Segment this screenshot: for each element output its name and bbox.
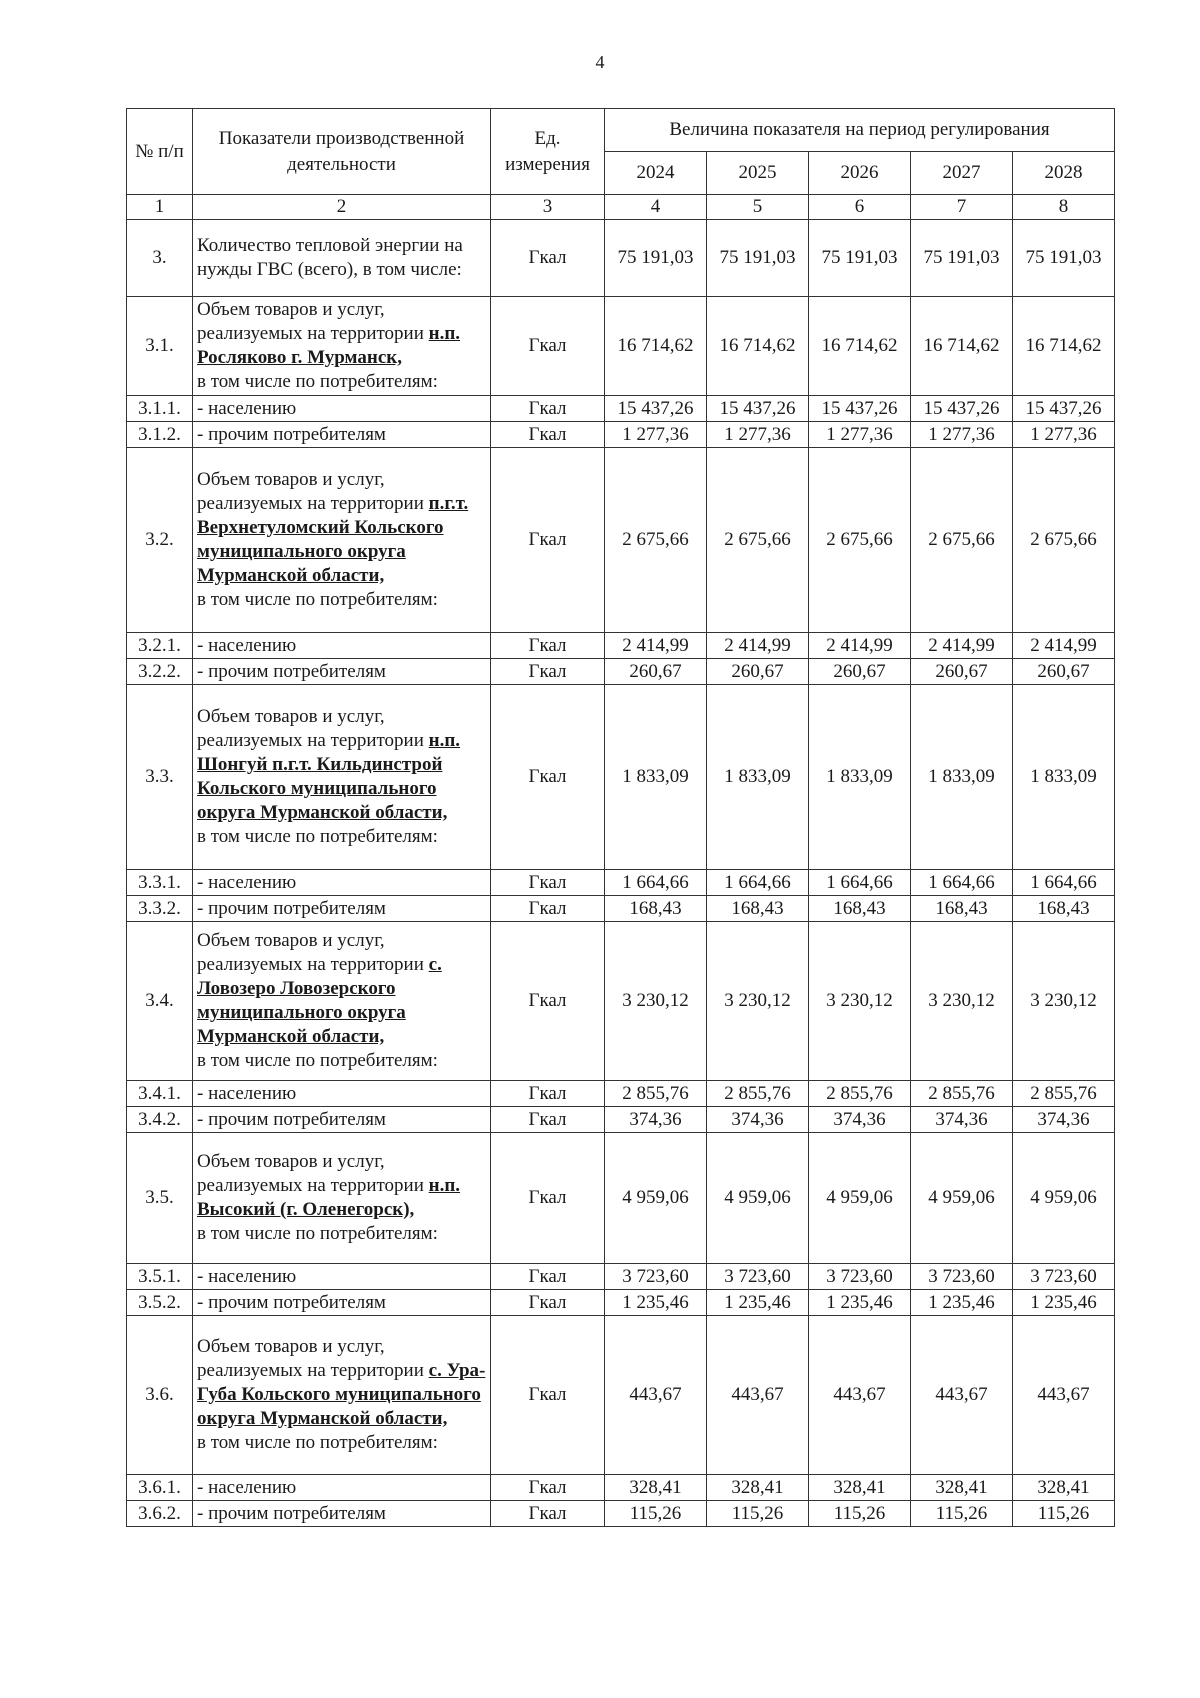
value-cell: 1 235,46 [605, 1290, 707, 1316]
row-number: 3.3.1. [127, 870, 193, 896]
row-number: 3.2.2. [127, 659, 193, 685]
header-unit: Ед. измерения [491, 109, 605, 195]
value-cell: 3 723,60 [1013, 1264, 1115, 1290]
value-cell: 3 723,60 [605, 1264, 707, 1290]
indicator-cell [193, 422, 491, 448]
value-cell: 1 664,66 [1013, 870, 1115, 896]
production-indicators-table [126, 108, 1115, 1527]
row-number: 3. [127, 220, 193, 297]
value-cell: 2 855,76 [605, 1081, 707, 1107]
header-year: 2028 [1013, 152, 1115, 195]
unit-cell: Гкал [491, 1081, 605, 1107]
indicator-text: - прочим потребителям [197, 1502, 386, 1524]
indicator-text: - населению [197, 1082, 297, 1104]
indicator-text: - прочим потребителям [197, 1291, 386, 1313]
header-year: 2027 [911, 152, 1013, 195]
indicator-suffix: в том числе по потребителям: [197, 1050, 438, 1071]
indicator-cell [193, 1290, 491, 1316]
indicator-cell [193, 1107, 491, 1133]
indicator-cell [193, 1133, 491, 1264]
unit-cell: Гкал [491, 422, 605, 448]
row-number: 3.5.1. [127, 1264, 193, 1290]
row-number: 3.1. [127, 297, 193, 396]
value-cell: 443,67 [1013, 1316, 1115, 1475]
header-year: 2025 [707, 152, 809, 195]
header-period: Величина показателя на период регулирования [605, 109, 1115, 152]
indicator-text: - прочим потребителям [197, 897, 386, 919]
value-cell: 75 191,03 [1013, 220, 1115, 297]
row-number: 3.4. [127, 922, 193, 1081]
indicator-cell [193, 870, 491, 896]
value-cell: 1 235,46 [707, 1290, 809, 1316]
table-row [127, 659, 1115, 685]
territory-name: н.п. Росляково г. Мурманск, [197, 323, 461, 368]
unit-cell: Гкал [491, 870, 605, 896]
value-cell: 1 833,09 [1013, 685, 1115, 870]
column-index: 1 [127, 195, 193, 220]
page-number: 4 [595, 52, 605, 72]
value-cell: 3 230,12 [809, 922, 911, 1081]
table-row [127, 297, 1115, 396]
table-row [127, 422, 1115, 448]
value-cell: 443,67 [911, 1316, 1013, 1475]
row-number: 3.2. [127, 448, 193, 633]
table-row [127, 633, 1115, 659]
indicator-suffix: в том числе по потребителям: [197, 1432, 438, 1453]
territory-name: н.п. Шонгуй п.г.т. Кильдинстрой Кольского муниципального округа Мурманской области, [197, 730, 461, 823]
indicator-suffix: в том числе по потребителям: [197, 1223, 438, 1244]
indicator-text: - прочим потребителям [197, 660, 386, 682]
territory-name: с. Ловозеро Ловозерского муниципального округа Мурманской области, [197, 954, 442, 1047]
value-cell: 3 723,60 [707, 1264, 809, 1290]
value-cell: 2 675,66 [911, 448, 1013, 633]
value-cell: 2 675,66 [707, 448, 809, 633]
value-cell: 3 723,60 [911, 1264, 1013, 1290]
value-cell: 1 277,36 [1013, 422, 1115, 448]
value-cell: 374,36 [605, 1107, 707, 1133]
value-cell: 1 833,09 [707, 685, 809, 870]
table-row [127, 1081, 1115, 1107]
unit-cell: Гкал [491, 297, 605, 396]
value-cell: 260,67 [707, 659, 809, 685]
value-cell: 2 855,76 [911, 1081, 1013, 1107]
indicator-cell [193, 1501, 491, 1527]
row-number: 3.4.1. [127, 1081, 193, 1107]
row-number: 3.6.2. [127, 1501, 193, 1527]
value-cell: 2 855,76 [1013, 1081, 1115, 1107]
indicator-cell [193, 685, 491, 870]
value-cell: 1 664,66 [605, 870, 707, 896]
indicator-text: - населению [197, 634, 297, 656]
value-cell: 260,67 [809, 659, 911, 685]
value-cell: 2 414,99 [1013, 633, 1115, 659]
unit-cell: Гкал [491, 220, 605, 297]
value-cell: 2 414,99 [911, 633, 1013, 659]
table-row [127, 396, 1115, 422]
value-cell: 4 959,06 [1013, 1133, 1115, 1264]
value-cell: 443,67 [809, 1316, 911, 1475]
column-index-row [127, 195, 1115, 220]
column-index: 6 [809, 195, 911, 220]
value-cell: 75 191,03 [707, 220, 809, 297]
indicator-text: - населению [197, 1265, 297, 1287]
unit-cell: Гкал [491, 685, 605, 870]
unit-cell: Гкал [491, 1501, 605, 1527]
value-cell: 16 714,62 [605, 297, 707, 396]
value-cell: 75 191,03 [911, 220, 1013, 297]
value-cell: 3 230,12 [605, 922, 707, 1081]
value-cell: 1 664,66 [911, 870, 1013, 896]
row-number: 3.5. [127, 1133, 193, 1264]
row-number: 3.6.1. [127, 1475, 193, 1501]
value-cell: 2 414,99 [809, 633, 911, 659]
indicator-cell [193, 396, 491, 422]
column-index: 4 [605, 195, 707, 220]
unit-cell: Гкал [491, 1264, 605, 1290]
row-number: 3.5.2. [127, 1290, 193, 1316]
value-cell: 260,67 [1013, 659, 1115, 685]
table-row [127, 896, 1115, 922]
value-cell: 374,36 [707, 1107, 809, 1133]
value-cell: 4 959,06 [707, 1133, 809, 1264]
indicator-suffix: в том числе по потребителям: [197, 371, 438, 392]
indicator-text: Объем товаров и услуг, реализуемых на территории [197, 1336, 424, 1381]
table-row [127, 870, 1115, 896]
unit-cell: Гкал [491, 1107, 605, 1133]
value-cell: 168,43 [1013, 896, 1115, 922]
value-cell: 1 833,09 [911, 685, 1013, 870]
indicator-text: Объем товаров и услуг, реализуемых на территории [197, 1151, 424, 1196]
value-cell: 4 959,06 [809, 1133, 911, 1264]
unit-cell: Гкал [491, 1475, 605, 1501]
indicator-cell [193, 896, 491, 922]
value-cell: 328,41 [1013, 1475, 1115, 1501]
value-cell: 328,41 [707, 1475, 809, 1501]
row-number: 3.1.2. [127, 422, 193, 448]
value-cell: 374,36 [809, 1107, 911, 1133]
column-index: 2 [193, 195, 491, 220]
value-cell: 168,43 [605, 896, 707, 922]
value-cell: 1 277,36 [605, 422, 707, 448]
value-cell: 260,67 [605, 659, 707, 685]
value-cell: 15 437,26 [605, 396, 707, 422]
indicator-cell [193, 1475, 491, 1501]
indicator-cell [193, 922, 491, 1081]
territory-name: н.п. Высокий (г. Оленегорск), [197, 1175, 461, 1220]
header-year: 2026 [809, 152, 911, 195]
value-cell: 328,41 [605, 1475, 707, 1501]
value-cell: 3 230,12 [707, 922, 809, 1081]
value-cell: 374,36 [1013, 1107, 1115, 1133]
indicator-text: Объем товаров и услуг, реализуемых на территории [197, 706, 424, 751]
value-cell: 15 437,26 [1013, 396, 1115, 422]
indicator-cell [193, 633, 491, 659]
table-row [127, 922, 1115, 1081]
unit-cell: Гкал [491, 448, 605, 633]
value-cell: 3 230,12 [911, 922, 1013, 1081]
indicator-text: - населению [197, 871, 297, 893]
value-cell: 2 414,99 [707, 633, 809, 659]
indicator-suffix: в том числе по потребителям: [197, 826, 438, 847]
value-cell: 1 277,36 [911, 422, 1013, 448]
value-cell: 2 414,99 [605, 633, 707, 659]
table-row [127, 1475, 1115, 1501]
indicator-cell [193, 1264, 491, 1290]
column-index: 7 [911, 195, 1013, 220]
value-cell: 1 235,46 [1013, 1290, 1115, 1316]
value-cell: 1 235,46 [809, 1290, 911, 1316]
indicator-cell [193, 1316, 491, 1475]
value-cell: 374,36 [911, 1107, 1013, 1133]
value-cell: 2 855,76 [707, 1081, 809, 1107]
value-cell: 3 230,12 [1013, 922, 1115, 1081]
value-cell: 1 235,46 [911, 1290, 1013, 1316]
value-cell: 2 675,66 [1013, 448, 1115, 633]
value-cell: 16 714,62 [911, 297, 1013, 396]
column-index: 3 [491, 195, 605, 220]
row-number: 3.6. [127, 1316, 193, 1475]
indicator-text: Количество тепловой энергии на нужды ГВС (всего), в том числе: [197, 235, 463, 280]
header-number: № п/п [127, 109, 193, 195]
row-number: 3.3.2. [127, 896, 193, 922]
table-row [127, 220, 1115, 297]
value-cell: 115,26 [605, 1501, 707, 1527]
value-cell: 15 437,26 [911, 396, 1013, 422]
table-row [127, 448, 1115, 633]
indicator-suffix: в том числе по потребителям: [197, 589, 438, 610]
indicator-cell [193, 297, 491, 396]
value-cell: 1 833,09 [809, 685, 911, 870]
value-cell: 15 437,26 [809, 396, 911, 422]
value-cell: 1 277,36 [707, 422, 809, 448]
value-cell: 75 191,03 [809, 220, 911, 297]
indicator-text: Объем товаров и услуг, реализуемых на территории [197, 930, 424, 975]
value-cell: 1 833,09 [605, 685, 707, 870]
header-year: 2024 [605, 152, 707, 195]
value-cell: 115,26 [911, 1501, 1013, 1527]
row-number: 3.2.1. [127, 633, 193, 659]
value-cell: 1 664,66 [809, 870, 911, 896]
value-cell: 168,43 [911, 896, 1013, 922]
value-cell: 16 714,62 [1013, 297, 1115, 396]
table-row [127, 685, 1115, 870]
indicator-text: Объем товаров и услуг, реализуемых на территории [197, 299, 424, 344]
value-cell: 260,67 [911, 659, 1013, 685]
column-index: 8 [1013, 195, 1115, 220]
row-number: 3.3. [127, 685, 193, 870]
value-cell: 16 714,62 [809, 297, 911, 396]
header-row [127, 109, 1115, 152]
value-cell: 4 959,06 [605, 1133, 707, 1264]
value-cell: 2 675,66 [809, 448, 911, 633]
indicator-cell [193, 448, 491, 633]
value-cell: 115,26 [707, 1501, 809, 1527]
territory-name: с. Ура-Губа Кольского муниципального округа Мурманской области, [197, 1360, 486, 1429]
unit-cell: Гкал [491, 659, 605, 685]
value-cell: 115,26 [1013, 1501, 1115, 1527]
table-row [127, 1107, 1115, 1133]
indicator-text: Объем товаров и услуг, реализуемых на территории [197, 469, 424, 514]
value-cell: 328,41 [911, 1475, 1013, 1501]
unit-cell: Гкал [491, 922, 605, 1081]
header-indicator: Показатели производственной деятельности [193, 109, 491, 195]
unit-cell: Гкал [491, 633, 605, 659]
table-row [127, 1133, 1115, 1264]
unit-cell: Гкал [491, 896, 605, 922]
value-cell: 2 855,76 [809, 1081, 911, 1107]
indicator-text: - прочим потребителям [197, 423, 386, 445]
unit-cell: Гкал [491, 1290, 605, 1316]
unit-cell: Гкал [491, 396, 605, 422]
value-cell: 168,43 [809, 896, 911, 922]
indicator-cell [193, 659, 491, 685]
value-cell: 328,41 [809, 1475, 911, 1501]
row-number: 3.4.2. [127, 1107, 193, 1133]
table-row [127, 1501, 1115, 1527]
value-cell: 2 675,66 [605, 448, 707, 633]
indicator-text: - населению [197, 1476, 297, 1498]
value-cell: 1 664,66 [707, 870, 809, 896]
value-cell: 1 277,36 [809, 422, 911, 448]
table-row [127, 1316, 1115, 1475]
table-row [127, 1264, 1115, 1290]
column-index: 5 [707, 195, 809, 220]
value-cell: 443,67 [707, 1316, 809, 1475]
indicator-text: - населению [197, 397, 297, 419]
table-row [127, 1290, 1115, 1316]
table-body [127, 220, 1115, 1527]
unit-cell: Гкал [491, 1133, 605, 1264]
indicator-cell [193, 220, 491, 297]
value-cell: 15 437,26 [707, 396, 809, 422]
value-cell: 16 714,62 [707, 297, 809, 396]
value-cell: 443,67 [605, 1316, 707, 1475]
territory-name: п.г.т. Верхнетуломский Кольского муниципального округа Мурманской области, [197, 493, 469, 586]
value-cell: 115,26 [809, 1501, 911, 1527]
indicator-cell [193, 1081, 491, 1107]
row-number: 3.1.1. [127, 396, 193, 422]
indicator-text: - прочим потребителям [197, 1108, 386, 1130]
value-cell: 75 191,03 [605, 220, 707, 297]
value-cell: 4 959,06 [911, 1133, 1013, 1264]
unit-cell: Гкал [491, 1316, 605, 1475]
value-cell: 3 723,60 [809, 1264, 911, 1290]
value-cell: 168,43 [707, 896, 809, 922]
